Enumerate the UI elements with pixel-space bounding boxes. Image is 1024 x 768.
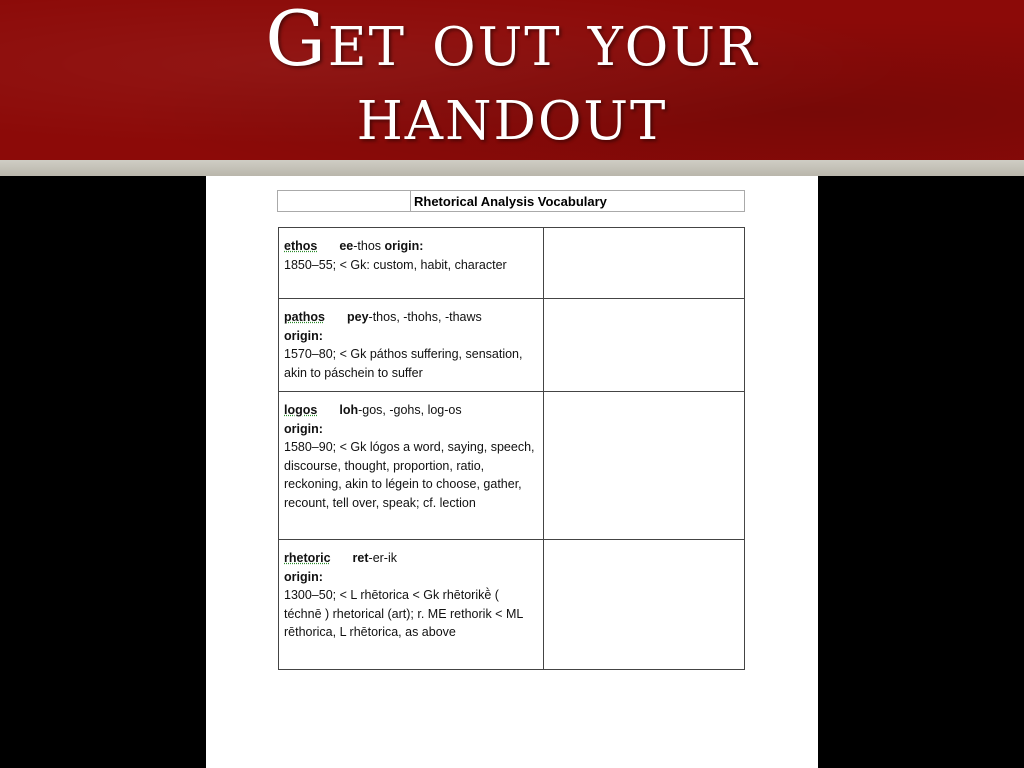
vocab-pronunciation: pey-thos, -thohs, -thaws bbox=[346, 310, 482, 324]
slide-title-line2: handout bbox=[356, 68, 668, 157]
vocab-entry-cell bbox=[279, 540, 544, 670]
table-row bbox=[279, 392, 745, 540]
slide-title bbox=[0, 0, 1024, 157]
handout-document bbox=[206, 176, 818, 768]
origin-text: 1850–55; < Gk: custom, habit, character bbox=[284, 257, 507, 272]
vocab-pronunciation: ret-er-ik bbox=[352, 551, 397, 565]
origin-label: origin: bbox=[284, 569, 323, 584]
origin-text: 1570–80; < Gk páthos suffering, sensation, akin to páschein to suffer bbox=[284, 347, 523, 380]
banner-divider bbox=[0, 160, 1024, 176]
slide-title-banner bbox=[0, 0, 1024, 160]
table-row bbox=[279, 228, 745, 299]
origin-label: origin: bbox=[284, 421, 323, 436]
vocab-term: logos bbox=[284, 403, 318, 417]
origin-label: origin: bbox=[284, 328, 323, 343]
vocab-pronunciation: loh-gos, -gohs, log-os bbox=[339, 403, 462, 417]
vocab-term: pathos bbox=[284, 310, 325, 324]
vocabulary-table bbox=[278, 227, 745, 670]
header-divider bbox=[410, 191, 411, 211]
vocab-term: rhetoric bbox=[284, 551, 331, 565]
handout-header-title: Rhetorical Analysis Vocabulary bbox=[414, 194, 607, 209]
notes-cell bbox=[544, 228, 745, 299]
table-row bbox=[279, 540, 745, 670]
slide-title-line1: Get out your bbox=[265, 0, 759, 83]
notes-cell bbox=[544, 299, 745, 392]
vocab-term: ethos bbox=[284, 239, 318, 253]
handout-header-box bbox=[277, 190, 745, 212]
vocab-entry-cell bbox=[279, 228, 544, 299]
vocab-pronunciation: ee-thos bbox=[339, 239, 382, 253]
origin-label: origin: bbox=[384, 239, 424, 253]
vocab-entry-cell bbox=[279, 392, 544, 540]
origin-text: 1300–50; < L rhētorica < Gk rhētorikḕ ( téchnē ) rhetorical (art); r. ME rethorik < ML rēthorica, L rhētorica, as above bbox=[284, 588, 523, 639]
notes-cell bbox=[544, 392, 745, 540]
vocab-entry-cell bbox=[279, 299, 544, 392]
notes-cell bbox=[544, 540, 745, 670]
table-row bbox=[279, 299, 745, 392]
origin-text: 1580–90; < Gk lógos a word, saying, speech, discourse, thought, proportion, ratio, reckoning, akin to légein to choose, gather, recount, tell over, speak; cf. lection bbox=[284, 440, 535, 510]
